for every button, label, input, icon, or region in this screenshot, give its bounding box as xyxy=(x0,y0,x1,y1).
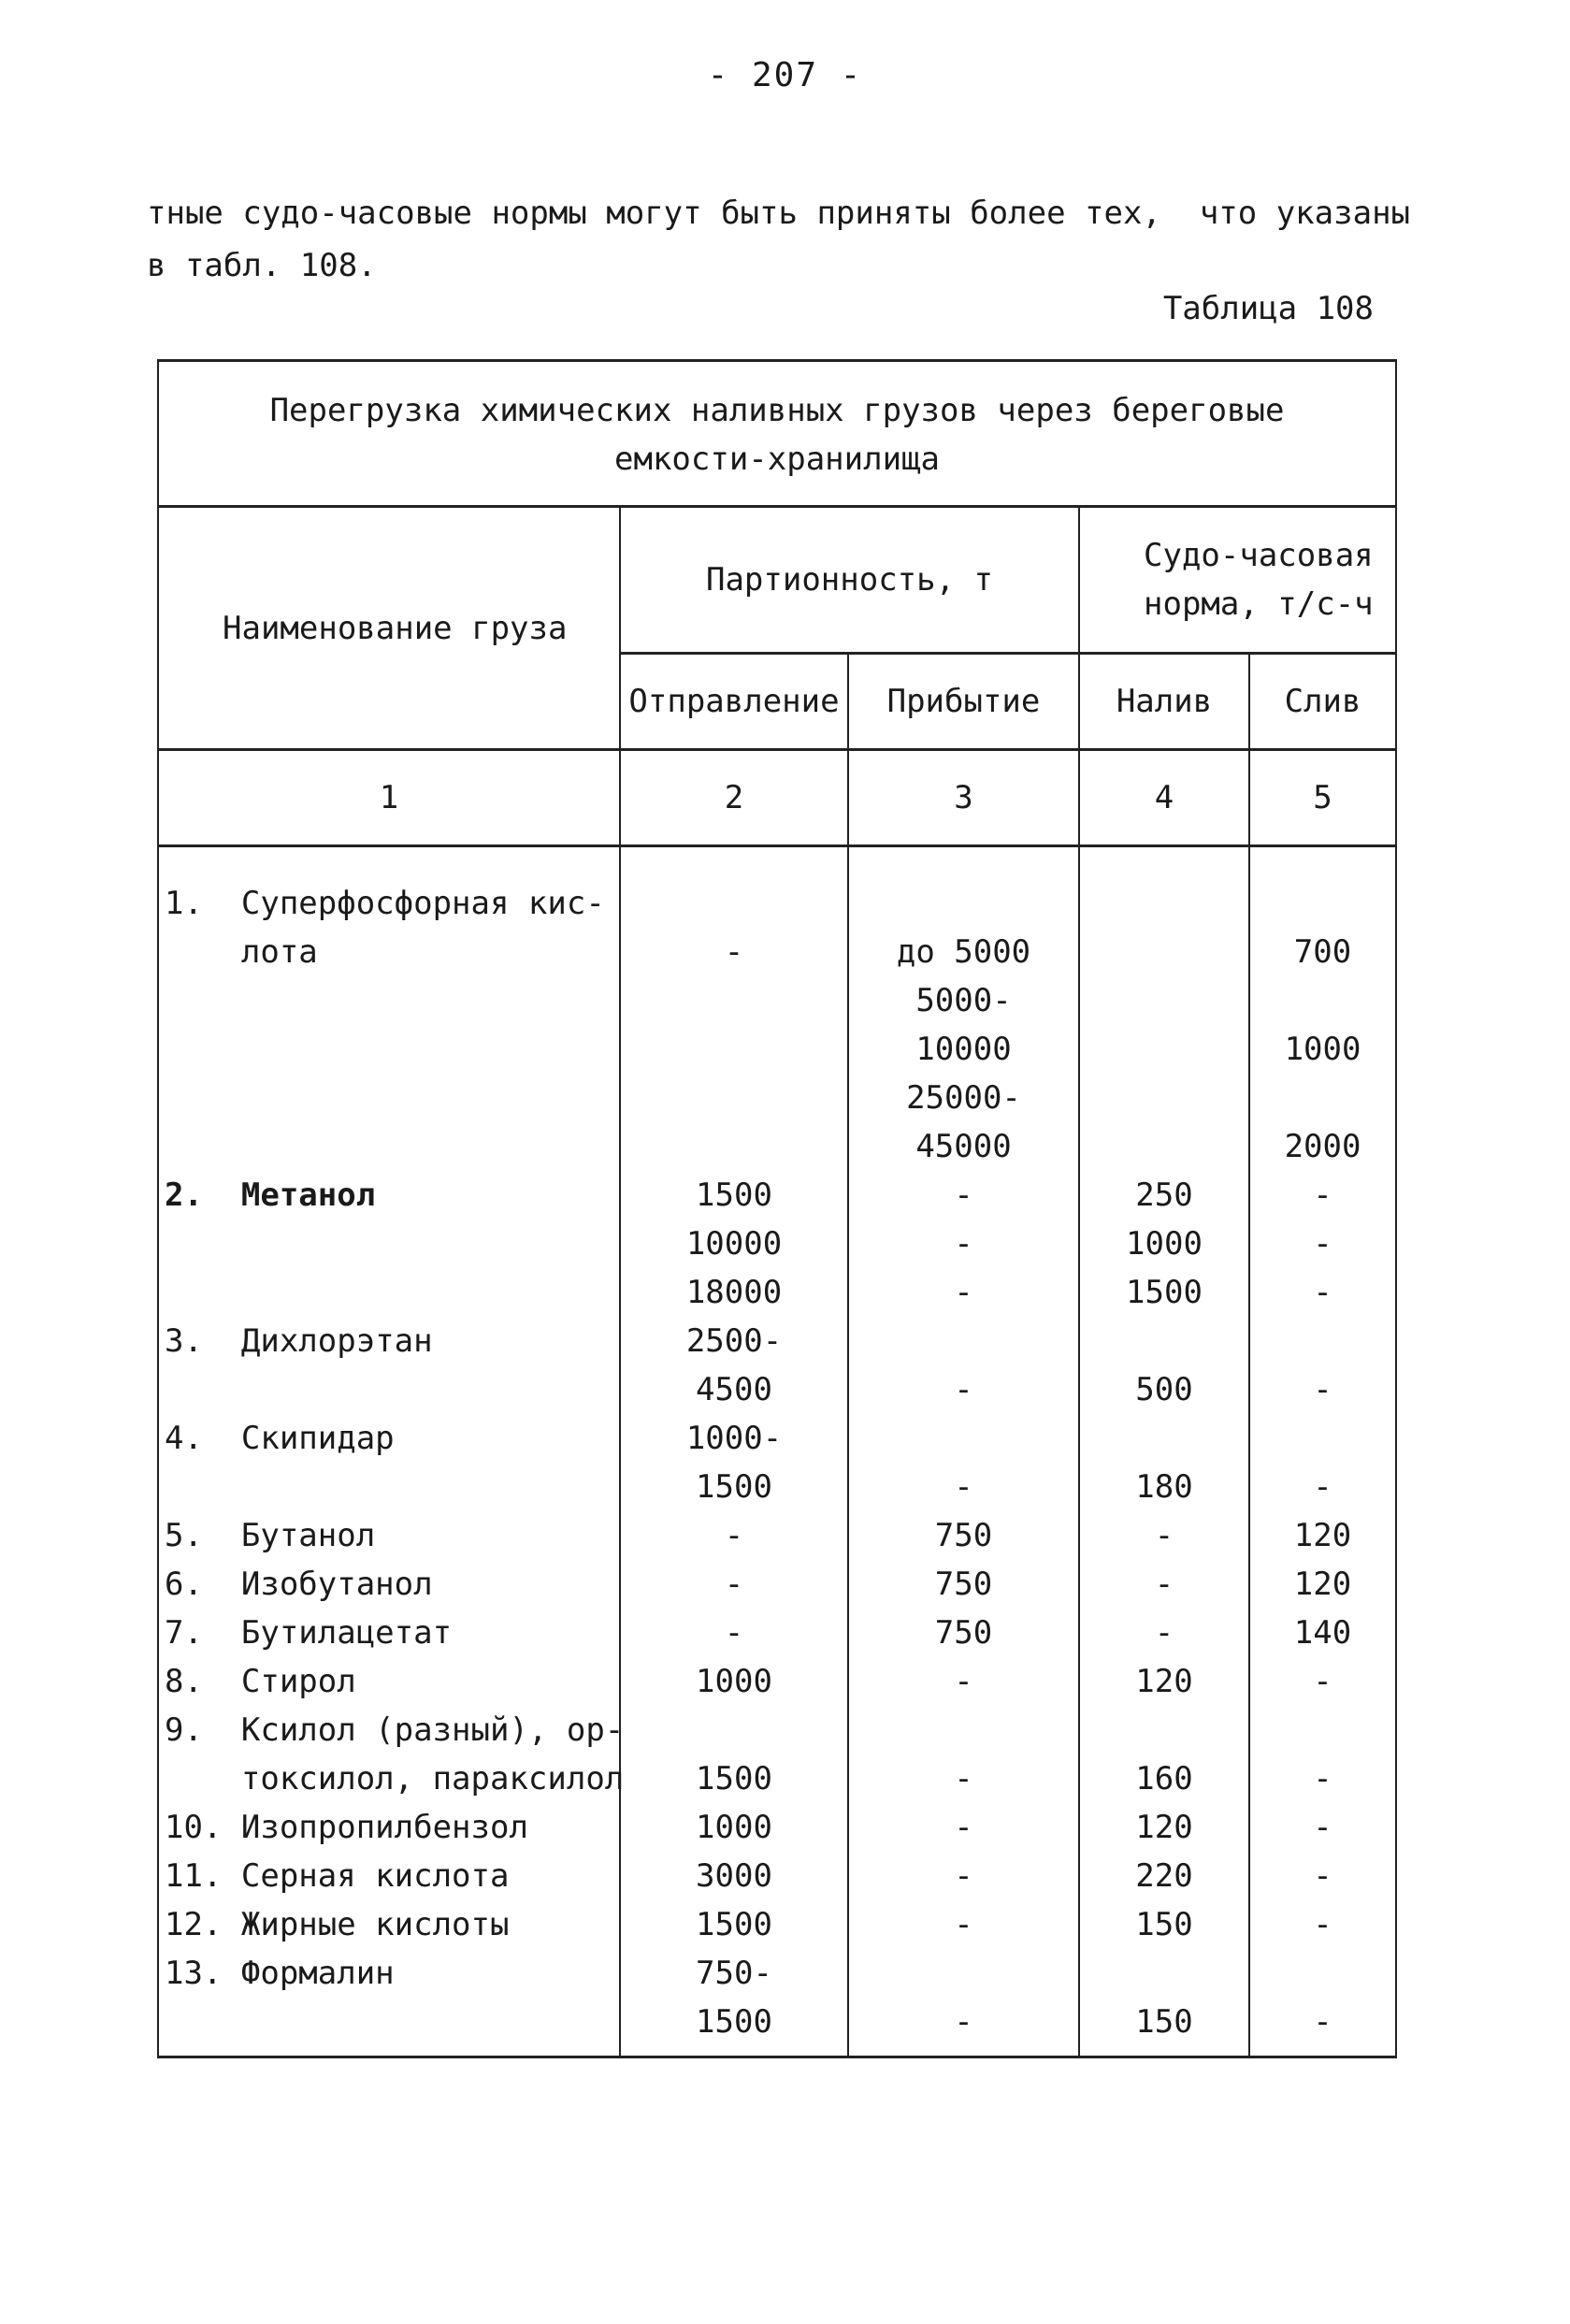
table-row xyxy=(158,1268,1396,1317)
departure-cell: 1000 xyxy=(620,1657,848,1706)
arrival-cell xyxy=(848,1414,1079,1463)
column-number-1: 1 xyxy=(158,750,620,846)
arrival-cell: 45000 xyxy=(848,1122,1079,1171)
cargo-name-cell xyxy=(158,1220,620,1268)
loading-cell: 160 xyxy=(1079,1754,1249,1803)
unloading-cell: 120 xyxy=(1249,1560,1396,1609)
arrival-cell: - xyxy=(848,1220,1079,1268)
arrival-cell: до 5000 xyxy=(848,928,1079,976)
table-row xyxy=(158,1609,1396,1657)
cargo-name-cell: 1. Суперфосфорная кис- xyxy=(158,846,620,929)
header-loading: Налив xyxy=(1079,654,1249,750)
loading-cell xyxy=(1079,928,1249,976)
unloading-cell xyxy=(1249,846,1396,929)
departure-cell: 1000 xyxy=(620,1803,848,1852)
loading-cell xyxy=(1079,1706,1249,1754)
loading-cell xyxy=(1079,1949,1249,1998)
cargo-table xyxy=(157,359,1397,2058)
header-arrival: Прибытие xyxy=(848,654,1079,750)
table-row xyxy=(158,1560,1396,1609)
header-unloading: Слив xyxy=(1249,654,1396,750)
header-norm-group xyxy=(1079,507,1396,654)
table-row xyxy=(158,1754,1396,1803)
table-row xyxy=(158,1122,1396,1171)
table-row xyxy=(158,1317,1396,1365)
table-row xyxy=(158,1900,1396,1949)
loading-cell: 1500 xyxy=(1079,1268,1249,1317)
header-batch-group: Партионность, т xyxy=(620,507,1079,654)
cargo-name-cell: 10. Изопропилбензол xyxy=(158,1803,620,1852)
loading-cell: 150 xyxy=(1079,1998,1249,2057)
cargo-name-cell xyxy=(158,1463,620,1511)
departure-cell: 1500 xyxy=(620,1463,848,1511)
table-row xyxy=(158,1657,1396,1706)
header-departure: Отправление xyxy=(620,654,848,750)
departure-cell xyxy=(620,1074,848,1122)
unloading-cell: - xyxy=(1249,1220,1396,1268)
arrival-cell: - xyxy=(848,1852,1079,1900)
unloading-cell xyxy=(1249,1706,1396,1754)
unloading-cell: - xyxy=(1249,1754,1396,1803)
departure-cell: 1500 xyxy=(620,1998,848,2057)
unloading-cell xyxy=(1249,1414,1396,1463)
header-cargo-name: Наименование груза xyxy=(158,507,620,750)
arrival-cell xyxy=(848,1706,1079,1754)
arrival-cell: 750 xyxy=(848,1511,1079,1560)
cargo-name-cell xyxy=(158,1268,620,1317)
loading-cell: 1000 xyxy=(1079,1220,1249,1268)
unloading-cell xyxy=(1249,976,1396,1025)
unloading-cell: 140 xyxy=(1249,1609,1396,1657)
unloading-cell: - xyxy=(1249,1463,1396,1511)
table-title-line-2: емкости-хранилища xyxy=(614,440,941,478)
cargo-name-cell: 11. Серная кислота xyxy=(158,1852,620,1900)
arrival-cell: - xyxy=(848,1900,1079,1949)
loading-cell xyxy=(1079,1414,1249,1463)
table-row xyxy=(158,1949,1396,1998)
table-body xyxy=(158,846,1396,2057)
loading-cell: - xyxy=(1079,1511,1249,1560)
unloading-cell: 1000 xyxy=(1249,1025,1396,1074)
departure-cell: 1500 xyxy=(620,1171,848,1220)
intro-line-1: тные судо-часовые нормы могут быть приняты более тех, что указаны xyxy=(147,195,1411,232)
table-title-line-1: Перегрузка химических наливных грузов через береговые xyxy=(269,392,1285,429)
unloading-cell: - xyxy=(1249,1900,1396,1949)
loading-cell: 120 xyxy=(1079,1803,1249,1852)
table-row xyxy=(158,1463,1396,1511)
loading-cell xyxy=(1079,1317,1249,1365)
departure-cell: - xyxy=(620,928,848,976)
arrival-cell: - xyxy=(848,1171,1079,1220)
arrival-cell: 10000 xyxy=(848,1025,1079,1074)
cargo-name-cell: 9. Ксилол (разный), ор- xyxy=(158,1706,620,1754)
column-number-2: 2 xyxy=(620,750,848,846)
cargo-table-container xyxy=(157,359,1395,2058)
cargo-name-cell xyxy=(158,976,620,1025)
arrival-cell xyxy=(848,1317,1079,1365)
cargo-name-cell xyxy=(158,1074,620,1122)
table-row xyxy=(158,1803,1396,1852)
loading-cell: 220 xyxy=(1079,1852,1249,1900)
table-row xyxy=(158,1171,1396,1220)
departure-cell: - xyxy=(620,1511,848,1560)
cargo-name-cell xyxy=(158,1122,620,1171)
loading-cell: 150 xyxy=(1079,1900,1249,1949)
departure-cell: 18000 xyxy=(620,1268,848,1317)
loading-cell xyxy=(1079,976,1249,1025)
departure-cell: 10000 xyxy=(620,1220,848,1268)
unloading-cell: - xyxy=(1249,1171,1396,1220)
table-row xyxy=(158,976,1396,1025)
unloading-cell: 120 xyxy=(1249,1511,1396,1560)
loading-cell: 500 xyxy=(1079,1365,1249,1414)
arrival-cell xyxy=(848,846,1079,929)
departure-cell xyxy=(620,976,848,1025)
departure-cell: 2500- xyxy=(620,1317,848,1365)
table-row xyxy=(158,846,1396,929)
loading-cell: 120 xyxy=(1079,1657,1249,1706)
loading-cell xyxy=(1079,1122,1249,1171)
table-row xyxy=(158,1706,1396,1754)
arrival-cell: - xyxy=(848,1463,1079,1511)
page-number: - 207 - xyxy=(707,56,863,94)
unloading-cell: 2000 xyxy=(1249,1122,1396,1171)
loading-cell: - xyxy=(1079,1609,1249,1657)
cargo-name-cell: 4. Скипидар xyxy=(158,1414,620,1463)
departure-cell: 1500 xyxy=(620,1900,848,1949)
arrival-cell: 25000- xyxy=(848,1074,1079,1122)
column-number-5: 5 xyxy=(1249,750,1396,846)
cargo-name-cell: лота xyxy=(158,928,620,976)
cargo-name-cell: 3. Дихлорэтан xyxy=(158,1317,620,1365)
cargo-name-cell: 12. Жирные кислоты xyxy=(158,1900,620,1949)
loading-cell xyxy=(1079,846,1249,929)
header-norm-line-2: норма, т/с-ч xyxy=(1144,585,1374,623)
departure-cell: 1500 xyxy=(620,1754,848,1803)
loading-cell: 180 xyxy=(1079,1463,1249,1511)
table-row xyxy=(158,1220,1396,1268)
table-row xyxy=(158,1074,1396,1122)
unloading-cell: - xyxy=(1249,1365,1396,1414)
column-number-3: 3 xyxy=(848,750,1079,846)
arrival-cell xyxy=(848,1949,1079,1998)
departure-cell: - xyxy=(620,1560,848,1609)
unloading-cell: - xyxy=(1249,1852,1396,1900)
loading-cell: - xyxy=(1079,1560,1249,1609)
table-row xyxy=(158,1414,1396,1463)
departure-cell: 4500 xyxy=(620,1365,848,1414)
arrival-cell: - xyxy=(848,1754,1079,1803)
table-row xyxy=(158,1998,1396,2057)
table-row xyxy=(158,928,1396,976)
loading-cell xyxy=(1079,1025,1249,1074)
arrival-cell: 5000- xyxy=(848,976,1079,1025)
unloading-cell: 700 xyxy=(1249,928,1396,976)
unloading-cell xyxy=(1249,1317,1396,1365)
cargo-name-cell: 13. Формалин xyxy=(158,1949,620,1998)
departure-cell: 1000- xyxy=(620,1414,848,1463)
header-norm-line-1: Судо-часовая xyxy=(1144,537,1374,574)
table-row xyxy=(158,1852,1396,1900)
departure-cell xyxy=(620,1025,848,1074)
cargo-name-cell: 7. Бутилацетат xyxy=(158,1609,620,1657)
table-row xyxy=(158,1365,1396,1414)
unloading-cell: - xyxy=(1249,1657,1396,1706)
intro-paragraph xyxy=(147,187,1456,292)
loading-cell: 250 xyxy=(1079,1171,1249,1220)
cargo-name-cell: 5. Бутанол xyxy=(158,1511,620,1560)
unloading-cell xyxy=(1249,1949,1396,1998)
cargo-name-cell: 6. Изобутанол xyxy=(158,1560,620,1609)
cargo-name-cell xyxy=(158,1025,620,1074)
cargo-name-cell: токсилол, параксилол xyxy=(158,1754,620,1803)
column-number-4: 4 xyxy=(1079,750,1249,846)
arrival-cell: 750 xyxy=(848,1560,1079,1609)
table-row xyxy=(158,1025,1396,1074)
table-row xyxy=(158,1511,1396,1560)
departure-cell: - xyxy=(620,1609,848,1657)
arrival-cell: - xyxy=(848,1803,1079,1852)
unloading-cell: - xyxy=(1249,1998,1396,2057)
unloading-cell: - xyxy=(1249,1268,1396,1317)
departure-cell xyxy=(620,846,848,929)
arrival-cell: 750 xyxy=(848,1609,1079,1657)
arrival-cell: - xyxy=(848,1998,1079,2057)
cargo-name-cell xyxy=(158,1365,620,1414)
departure-cell xyxy=(620,1122,848,1171)
unloading-cell: - xyxy=(1249,1803,1396,1852)
loading-cell xyxy=(1079,1074,1249,1122)
table-caption: Таблица 108 xyxy=(1162,290,1374,327)
arrival-cell: - xyxy=(848,1365,1079,1414)
departure-cell: 750- xyxy=(620,1949,848,1998)
cargo-name-cell: 8. Стирол xyxy=(158,1657,620,1706)
table-title xyxy=(158,361,1396,507)
cargo-name-cell xyxy=(158,1998,620,2057)
arrival-cell: - xyxy=(848,1268,1079,1317)
departure-cell xyxy=(620,1706,848,1754)
arrival-cell: - xyxy=(848,1657,1079,1706)
departure-cell: 3000 xyxy=(620,1852,848,1900)
intro-line-2: в табл. 108. xyxy=(147,247,377,284)
unloading-cell xyxy=(1249,1074,1396,1122)
cargo-name-cell: 2. Метанол xyxy=(158,1171,620,1220)
